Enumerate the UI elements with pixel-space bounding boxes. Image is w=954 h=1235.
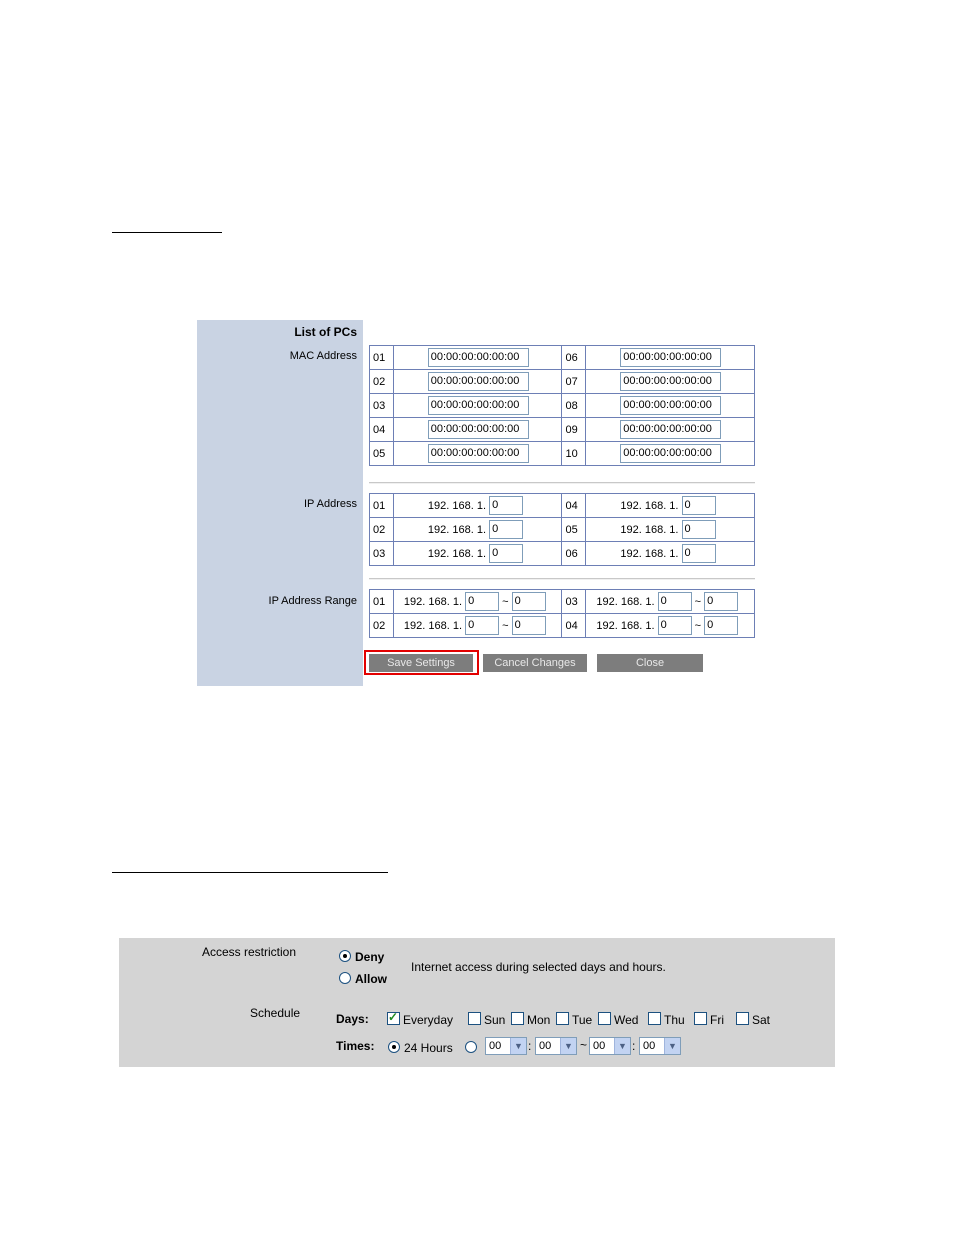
mac-address-input[interactable]: 00:00:00:00:00:00 (620, 348, 721, 367)
days-label: Days: (336, 1012, 369, 1026)
ip-prefix: 192. 168. 1. (427, 499, 486, 512)
24-hours-radio[interactable] (388, 1041, 400, 1053)
range-tilde: ~ (502, 595, 509, 608)
cancel-changes-button[interactable]: Cancel Changes (483, 654, 587, 672)
select-value: 00 (489, 1040, 502, 1052)
row-number: 05 (370, 442, 394, 466)
select-value: 00 (593, 1040, 606, 1052)
row-number: 02 (370, 370, 394, 394)
table-row (370, 518, 755, 542)
day-label: Sun (484, 1013, 506, 1027)
section-divider (369, 578, 755, 580)
range-to-input[interactable]: 0 (512, 616, 546, 635)
ip-prefix: 192. 168. 1. (403, 595, 463, 608)
access-restriction-label: Access restriction (202, 945, 297, 959)
mac-address-input[interactable]: 00:00:00:00:00:00 (428, 444, 529, 463)
range-from-input[interactable]: 0 (658, 592, 692, 611)
ip-prefix: 192. 168. 1. (620, 547, 679, 560)
panel-title: List of PCs (294, 325, 357, 339)
range-to-input[interactable]: 0 (704, 592, 738, 611)
row-number: 09 (562, 418, 586, 442)
range-from-input[interactable]: 0 (465, 616, 499, 635)
tue-checkbox[interactable] (556, 1012, 569, 1025)
start-hour-select[interactable] (485, 1037, 527, 1055)
time-dash: ~ (580, 1038, 588, 1052)
table-row (370, 418, 755, 442)
wed-checkbox[interactable] (598, 1012, 611, 1025)
close-button[interactable]: Close (597, 654, 703, 672)
row-number: 01 (370, 494, 394, 518)
row-number: 04 (562, 614, 586, 638)
ip-address-label: IP Address (304, 498, 357, 510)
24-hours-label: 24 Hours (404, 1041, 453, 1055)
end-minute-select[interactable] (639, 1037, 681, 1055)
mac-address-input[interactable]: 00:00:00:00:00:00 (428, 372, 529, 391)
access-description: Internet access during selected days and hours. (411, 960, 666, 974)
ip-octet-input[interactable]: 0 (489, 496, 523, 515)
row-number: 03 (370, 394, 394, 418)
everyday-checkbox[interactable] (387, 1012, 400, 1025)
ip-range-table (369, 589, 755, 638)
mon-checkbox[interactable] (511, 1012, 524, 1025)
save-button-highlight (364, 650, 479, 675)
ip-prefix: 192. 168. 1. (427, 523, 486, 536)
mac-address-input[interactable]: 00:00:00:00:00:00 (620, 420, 721, 439)
row-number: 01 (370, 590, 394, 614)
allow-label: Allow (355, 972, 387, 986)
ip-octet-input[interactable]: 0 (489, 520, 523, 539)
ip-prefix: 192. 168. 1. (620, 499, 679, 512)
sat-checkbox[interactable] (736, 1012, 749, 1025)
range-to-input[interactable]: 0 (512, 592, 546, 611)
ip-address-table (369, 493, 755, 566)
ip-prefix: 192. 168. 1. (620, 523, 679, 536)
mac-address-input[interactable]: 00:00:00:00:00:00 (428, 396, 529, 415)
row-number: 03 (562, 590, 586, 614)
row-number: 06 (562, 542, 586, 566)
sun-checkbox[interactable] (468, 1012, 481, 1025)
table-row (370, 590, 755, 614)
thu-checkbox[interactable] (648, 1012, 661, 1025)
schedule-label: Schedule (250, 1006, 301, 1020)
table-row (370, 614, 755, 638)
range-tilde: ~ (502, 619, 509, 632)
end-hour-select[interactable] (589, 1037, 631, 1055)
row-number: 08 (562, 394, 586, 418)
day-label: Thu (664, 1013, 685, 1027)
mac-address-input[interactable]: 00:00:00:00:00:00 (620, 372, 721, 391)
deny-radio[interactable] (339, 950, 351, 962)
section-divider (369, 482, 755, 484)
chevron-down-icon: ▼ (560, 1038, 576, 1054)
ip-address-range-label: IP Address Range (268, 595, 357, 607)
mac-address-input[interactable]: 00:00:00:00:00:00 (620, 396, 721, 415)
heading-underline-1 (112, 232, 222, 233)
range-tilde: ~ (694, 619, 702, 632)
day-label: Sat (752, 1013, 771, 1027)
chevron-down-icon: ▼ (664, 1038, 680, 1054)
table-row (370, 346, 755, 370)
row-number: 06 (562, 346, 586, 370)
range-to-input[interactable]: 0 (704, 616, 738, 635)
start-minute-select[interactable] (535, 1037, 577, 1055)
sidebar-labels (197, 320, 363, 686)
range-tilde: ~ (694, 595, 702, 608)
row-number: 05 (562, 518, 586, 542)
ip-octet-input[interactable]: 0 (489, 544, 523, 563)
row-number: 01 (370, 346, 394, 370)
time-colon: : (528, 1039, 532, 1053)
day-label: Fri (710, 1013, 724, 1027)
row-number: 04 (562, 494, 586, 518)
day-label: Tue (572, 1013, 593, 1027)
mac-address-input[interactable]: 00:00:00:00:00:00 (620, 444, 721, 463)
mac-address-input[interactable]: 00:00:00:00:00:00 (428, 420, 529, 439)
ip-octet-input[interactable]: 0 (682, 496, 716, 515)
ip-prefix: 192. 168. 1. (403, 619, 463, 632)
table-row (370, 394, 755, 418)
row-number: 07 (562, 370, 586, 394)
chevron-down-icon: ▼ (510, 1038, 526, 1054)
allow-radio[interactable] (339, 972, 351, 984)
mac-address-table (369, 345, 755, 466)
save-settings-button[interactable]: Save Settings (369, 654, 473, 672)
heading-underline-2 (112, 872, 388, 873)
access-restriction-panel (119, 938, 835, 1067)
select-value: 00 (539, 1040, 552, 1052)
row-number: 04 (370, 418, 394, 442)
table-row (370, 494, 755, 518)
ip-prefix: 192. 168. 1. (427, 547, 486, 560)
times-label: Times: (336, 1039, 375, 1053)
row-number: 03 (370, 542, 394, 566)
day-label: Everyday (403, 1013, 454, 1027)
ip-prefix: 192. 168. 1. (596, 595, 655, 608)
chevron-down-icon: ▼ (614, 1038, 630, 1054)
row-number: 10 (562, 442, 586, 466)
table-row (370, 542, 755, 566)
ip-octet-input[interactable]: 0 (682, 520, 716, 539)
deny-label: Deny (355, 950, 385, 964)
row-number: 02 (370, 518, 394, 542)
list-of-pcs-panel (197, 320, 758, 686)
ip-prefix: 192. 168. 1. (596, 619, 655, 632)
select-value: 00 (643, 1040, 656, 1052)
day-label: Mon (527, 1013, 551, 1027)
range-from-input[interactable]: 0 (465, 592, 499, 611)
mac-address-label: MAC Address (289, 350, 357, 362)
range-from-input[interactable]: 0 (658, 616, 692, 635)
row-number: 02 (370, 614, 394, 638)
time-colon: : (632, 1039, 636, 1053)
ip-octet-input[interactable]: 0 (682, 544, 716, 563)
custom-time-radio[interactable] (465, 1041, 477, 1053)
fri-checkbox[interactable] (694, 1012, 707, 1025)
mac-address-input[interactable]: 00:00:00:00:00:00 (428, 348, 529, 367)
table-row (370, 370, 755, 394)
table-row (370, 442, 755, 466)
day-label: Wed (614, 1013, 639, 1027)
